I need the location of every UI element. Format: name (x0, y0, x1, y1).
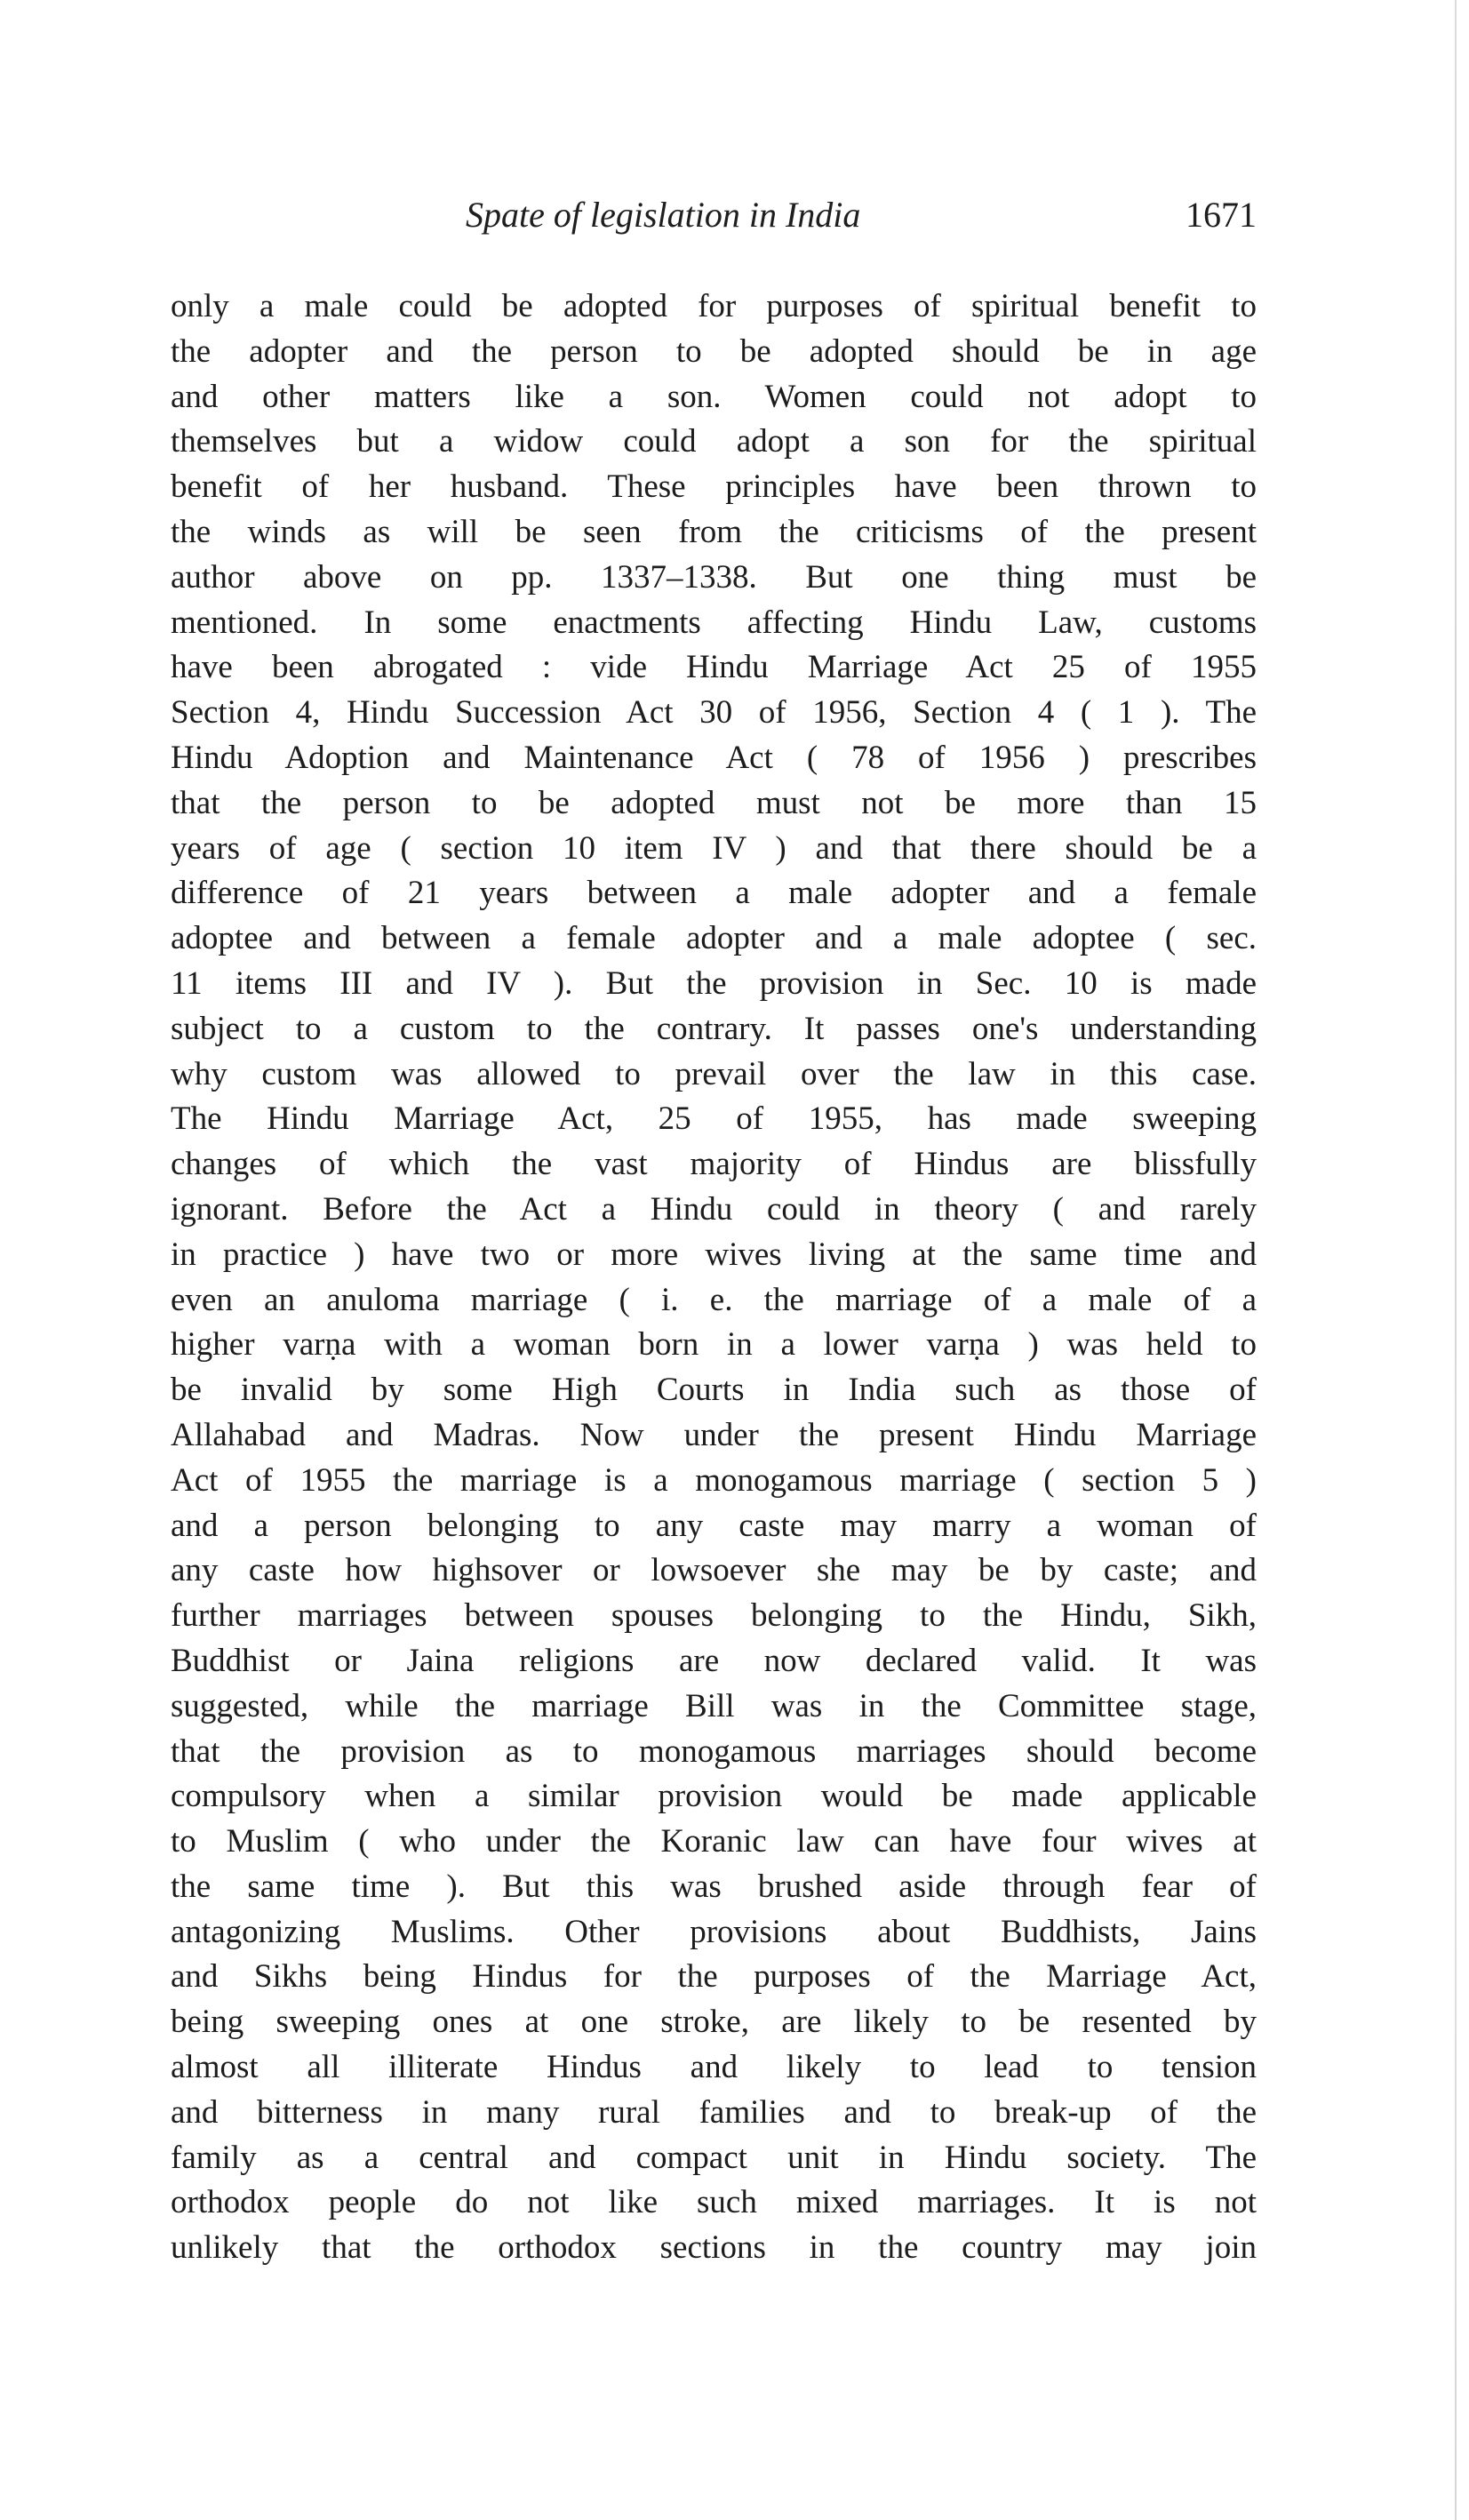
text-line: suggested, while the marriage Bill was in the Committee stage, (171, 1687, 1257, 1724)
text-line: the adopter and the person to be adopted should be in age (171, 332, 1257, 370)
text-line: that the provision as to monogamous marriages should become (171, 1732, 1257, 1770)
text-line: themselves but a widow could adopt a son for the spiritual (171, 423, 1257, 460)
text-line: Hindu Adoption and Maintenance Act ( 78 of 1956 ) prescribes (171, 739, 1257, 776)
body-text (171, 284, 1257, 2271)
text-line: The Hindu Marriage Act, 25 of 1955, has made sweeping (171, 1100, 1257, 1138)
text-line: adoptee and between a female adopter and a male adoptee ( sec. (171, 920, 1257, 957)
text-line: years of age ( section 10 item IV ) and that there should be a (171, 829, 1257, 867)
text-line: in practice ) have two or more wives living at the same time and (171, 1236, 1257, 1273)
running-title: Spate of legislation in India (466, 195, 861, 235)
text-line: subject to a custom to the contrary. It passes one's understanding (171, 1010, 1257, 1047)
text-line: that the person to be adopted must not be more than 15 (171, 784, 1257, 821)
text-line: mentioned. In some enactments affecting Hindu Law, customs (171, 604, 1257, 641)
text-line: and a person belonging to any caste may marry a woman of (171, 1507, 1257, 1544)
text-line: antagonizing Muslims. Other provisions about Buddhists, Jains (171, 1913, 1257, 1950)
text-line: have been abrogated : vide Hindu Marriage Act 25 of 1955 (171, 649, 1257, 686)
text-line: and other matters like a son. Women could not adopt to (171, 378, 1257, 415)
text-line: to Muslim ( who under the Koranic law can have four wives at (171, 1823, 1257, 1860)
text-line: difference of 21 years between a male adopter and a female (171, 875, 1257, 912)
text-line: Allahabad and Madras. Now under the present Hindu Marriage (171, 1416, 1257, 1453)
text-line: almost all illiterate Hindus and likely to lead to tension (171, 2049, 1257, 2086)
text-line: Buddhist or Jaina religions are now declared valid. It was (171, 1642, 1257, 1679)
text-line: ignorant. Before the Act a Hindu could in theory ( and rarely (171, 1190, 1257, 1228)
text-line: Act of 1955 the marriage is a monogamous marriage ( section 5 ) (171, 1461, 1257, 1499)
text-line: being sweeping ones at one stroke, are likely to be resented by (171, 2004, 1257, 2041)
text-line: the same time ). But this was brushed aside through fear of (171, 1868, 1257, 1905)
running-head (171, 188, 1257, 242)
text-line: compulsory when a similar provision would be made applicable (171, 1778, 1257, 1815)
text-line: higher varṇa with a woman born in a lower varṇa ) was held to (171, 1326, 1257, 1364)
text-line: and Sikhs being Hindus for the purposes of the Marriage Act, (171, 1958, 1257, 1996)
page-edge-rule (1455, 0, 1457, 2520)
text-line: even an anuloma marriage ( i. e. the marriage of a male of a (171, 1281, 1257, 1318)
text-line: further marriages between spouses belonging to the Hindu, Sikh, (171, 1597, 1257, 1635)
text-line: unlikely that the orthodox sections in the country may join (171, 2229, 1257, 2267)
page-number: 1671 (1186, 195, 1257, 235)
text-line: benefit of her husband. These principles have been thrown to (171, 468, 1257, 506)
text-line: and bitterness in many rural families and to break-up of the (171, 2093, 1257, 2131)
text-line: 11 items III and IV ). But the provision in Sec. 10 is made (171, 964, 1257, 1002)
text-line: the winds as will be seen from the criticisms of the present (171, 513, 1257, 550)
text-line: Section 4, Hindu Succession Act 30 of 1956, Section 4 ( 1 ). The (171, 694, 1257, 732)
text-line: orthodox people do not like such mixed marriages. It is not (171, 2184, 1257, 2221)
text-line: author above on pp. 1337–1338. But one thing must be (171, 558, 1257, 596)
text-line: be invalid by some High Courts in India such as those of (171, 1372, 1257, 1409)
text-line: family as a central and compact unit in Hindu society. The (171, 2139, 1257, 2176)
text-line: any caste how highsover or lowsoever she may be by caste; and (171, 1552, 1257, 1589)
text-line: changes of which the vast majority of Hindus are blissfully (171, 1146, 1257, 1183)
text-line: why custom was allowed to prevail over the law in this case. (171, 1055, 1257, 1092)
text-line: only a male could be adopted for purposes of spiritual benefit to (171, 288, 1257, 324)
